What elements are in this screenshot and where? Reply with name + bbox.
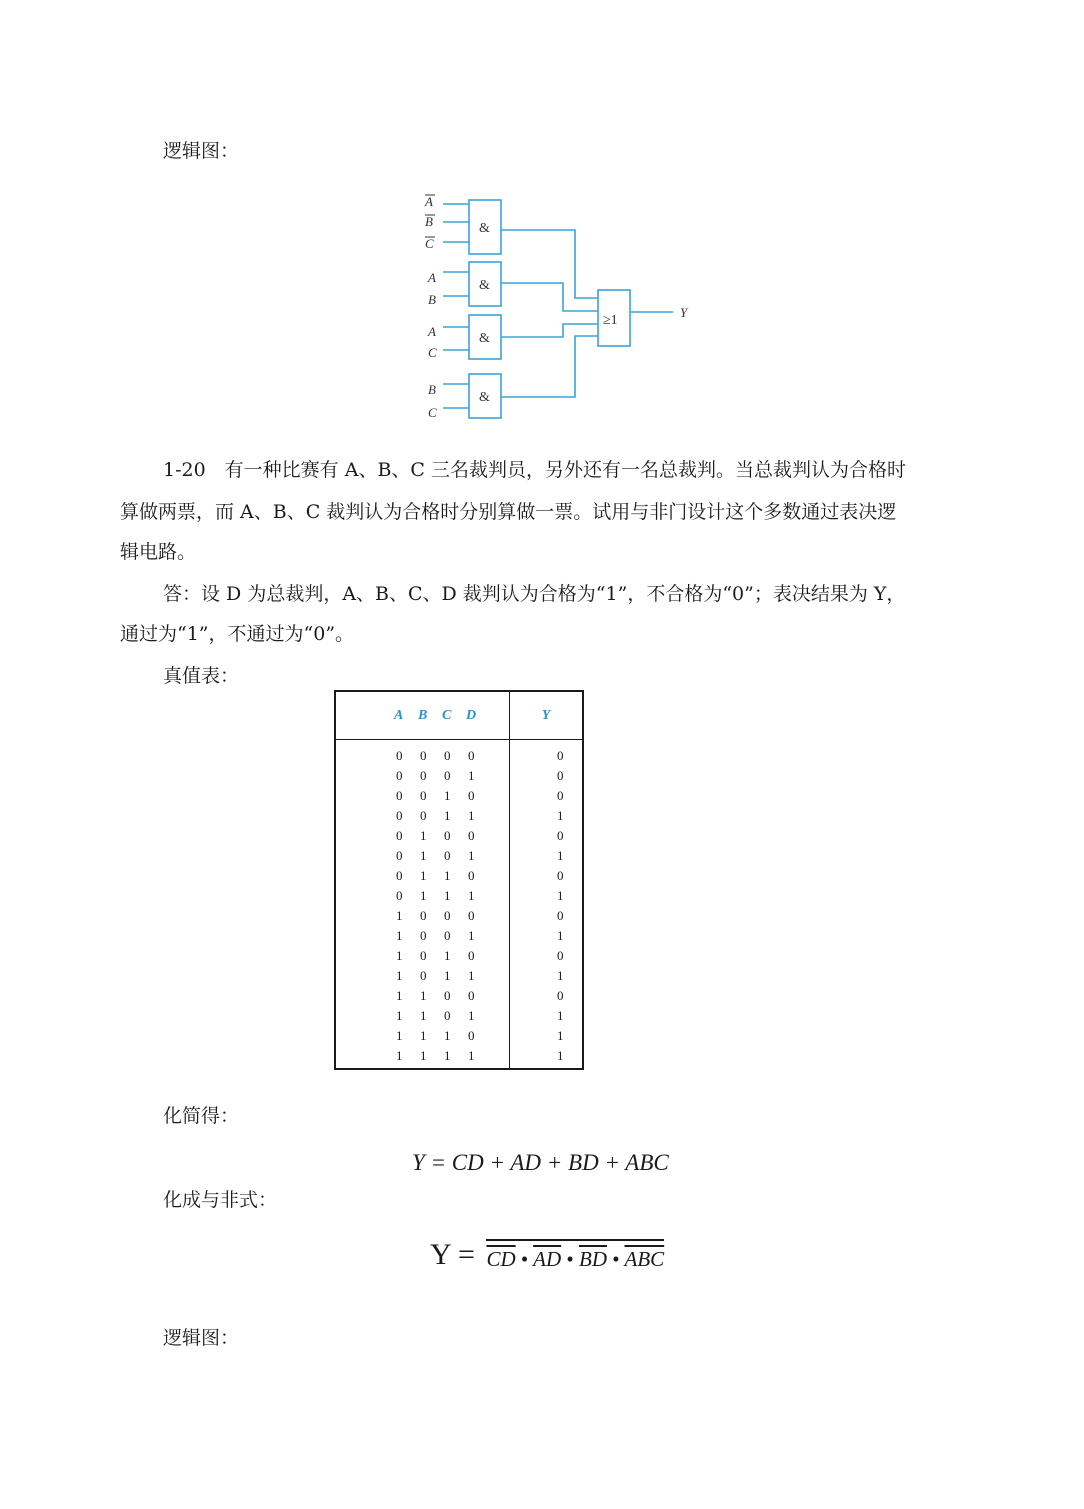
table-cell: 1 [396,928,403,943]
input-label: B [428,292,436,307]
formula-dot: • [566,1247,574,1271]
problem-line: 算做两票，而 A、B、C 裁判认为合格时分别算做一票。试用与非门设计这个多数通过表决逻 [120,501,897,523]
input-label: A [428,324,436,339]
table-cell-output: 0 [557,988,564,1003]
table-cell: 0 [468,948,475,963]
answer-line: 答：设 D 为总裁判，A、B、C、D 裁判认为合格为“1”，不合格为“0”；表决结果为 Y， [163,583,906,605]
input-label: C [425,236,434,251]
table-cell: 1 [396,1008,403,1023]
input-label: A [425,194,433,209]
table-cell: 1 [420,1008,427,1023]
table-cell: 1 [420,848,427,863]
table-cell-output: 0 [557,908,564,923]
formula-dot: • [520,1247,529,1271]
truth-table-input-header [336,692,510,740]
formula-term: $\overline{BD}$ [579,1247,608,1271]
table-row [336,746,582,766]
table-cell: 1 [420,868,427,883]
answer-line: 通过为“1”，不通过为“0”。 [120,623,355,645]
table-cell: 1 [396,1028,403,1043]
table-cell: 0 [396,748,403,763]
table-row [336,1026,582,1046]
table-cell: 0 [420,748,427,763]
nand-formula [430,1238,664,1272]
table-cell: 0 [420,768,427,783]
table-cell: 0 [420,928,427,943]
table-cell: 0 [468,788,475,803]
table-cell: 1 [468,928,475,943]
nand-form-label: 化成与非式： [163,1189,278,1211]
table-cell: 1 [420,988,427,1003]
table-cell-output: 1 [557,848,564,863]
table-row [336,886,582,906]
table-cell: 0 [444,908,451,923]
table-cell: 1 [396,1048,403,1063]
table-cell: 1 [468,888,475,903]
problem-line: 辑电路。 [120,541,197,563]
table-cell: 0 [420,948,427,963]
table-row [336,926,582,946]
table-cell: 1 [396,908,403,923]
table-cell: 0 [420,908,427,923]
table-cell-output: 1 [557,808,564,823]
table-cell: 1 [468,968,475,983]
table-row [336,786,582,806]
table-cell: 0 [468,828,475,843]
table-cell: 1 [468,1048,475,1063]
table-cell: 0 [396,768,403,783]
input-label: B [425,214,433,229]
table-cell-output: 1 [557,1028,564,1043]
header-cell: A [394,708,404,723]
table-cell: 1 [420,828,427,843]
table-cell-output: 0 [557,768,564,783]
header-cell: D [466,708,477,723]
and-symbol: & [479,390,490,405]
table-cell: 1 [444,788,451,803]
table-cell: 0 [444,768,451,783]
table-cell: 0 [444,1008,451,1023]
and-symbol: & [479,221,490,236]
table-row [336,846,582,866]
formula-term: $\overline{CD}$ [486,1247,516,1271]
table-cell: 1 [444,968,451,983]
table-cell-output: 0 [557,828,564,843]
input-label: B [428,382,436,397]
header-cell: B [418,708,428,723]
table-cell-output: 0 [557,948,564,963]
table-cell: 1 [468,848,475,863]
table-row [336,826,582,846]
table-cell: 1 [420,1048,427,1063]
table-cell: 0 [396,868,403,883]
table-cell: 1 [444,888,451,903]
table-cell: 1 [444,1048,451,1063]
table-cell-output: 1 [557,888,564,903]
table-cell: 0 [468,908,475,923]
table-cell: 0 [444,988,451,1003]
input-label: C [428,345,437,360]
output-label: Y [680,305,688,320]
table-cell-output: 1 [557,968,564,983]
table-cell: 0 [420,808,427,823]
table-cell: 1 [420,888,427,903]
table-cell: 0 [444,928,451,943]
table-cell-output: 1 [557,1008,564,1023]
table-row [336,1046,582,1066]
table-cell: 1 [396,948,403,963]
problem-line: 1-20 有一种比赛有 A、B、C 三名裁判员，另外还有一名总裁判。当总裁判认为合格时 [163,459,906,481]
logic-diagram [415,186,705,426]
table-row [336,966,582,986]
and-symbol: & [479,331,490,346]
table-cell: 1 [444,808,451,823]
table-row [336,866,582,886]
table-cell: 0 [396,808,403,823]
truth-table-label: 真值表： [163,665,240,687]
and-symbol: & [479,278,490,293]
table-row [336,906,582,926]
section-label-logic-diagram: 逻辑图： [163,140,240,162]
table-cell: 0 [420,788,427,803]
or-symbol: ≥1 [603,313,618,328]
truth-table-output-header: Y [510,692,582,740]
table-cell: 0 [396,788,403,803]
table-cell: 1 [468,1008,475,1023]
table-cell: 1 [420,1028,427,1043]
table-row [336,946,582,966]
table-cell-output: 0 [557,748,564,763]
formula-term: $\overline{ABC}$ [624,1247,665,1271]
header-cell: C [442,708,452,723]
section-label-logic-diagram-2: 逻辑图： [163,1327,240,1349]
simplify-label: 化简得： [163,1105,240,1127]
table-cell: 1 [396,968,403,983]
input-label: C [428,405,437,420]
table-cell: 0 [468,748,475,763]
table-cell: 0 [468,1028,475,1043]
table-cell: 1 [444,1028,451,1043]
table-cell: 0 [444,828,451,843]
simplified-formula: Y = CD + AD + BD + ABC [412,1150,669,1175]
table-cell: 0 [468,988,475,1003]
table-cell: 0 [444,848,451,863]
table-cell-output: 0 [557,868,564,883]
table-cell: 0 [420,968,427,983]
table-cell: 1 [468,808,475,823]
formula-lhs: Y = [430,1238,475,1271]
table-cell: 0 [396,888,403,903]
table-cell-output: 1 [557,928,564,943]
table-cell: 0 [468,868,475,883]
table-cell: 1 [444,868,451,883]
truth-table [334,690,584,1070]
table-cell: 0 [396,828,403,843]
table-cell: 1 [468,768,475,783]
formula-dot: • [612,1247,620,1271]
formula-overbar [486,1239,664,1272]
table-row [336,766,582,786]
table-cell: 0 [396,848,403,863]
table-cell: 1 [444,948,451,963]
formula-term: $\overline{AD}$ [533,1247,562,1271]
table-row [336,1006,582,1026]
table-row [336,806,582,826]
table-cell-output: 1 [557,1048,564,1063]
table-cell: 1 [396,988,403,1003]
input-label: A [428,270,436,285]
table-cell: 0 [444,748,451,763]
table-cell-output: 0 [557,788,564,803]
table-row [336,986,582,1006]
